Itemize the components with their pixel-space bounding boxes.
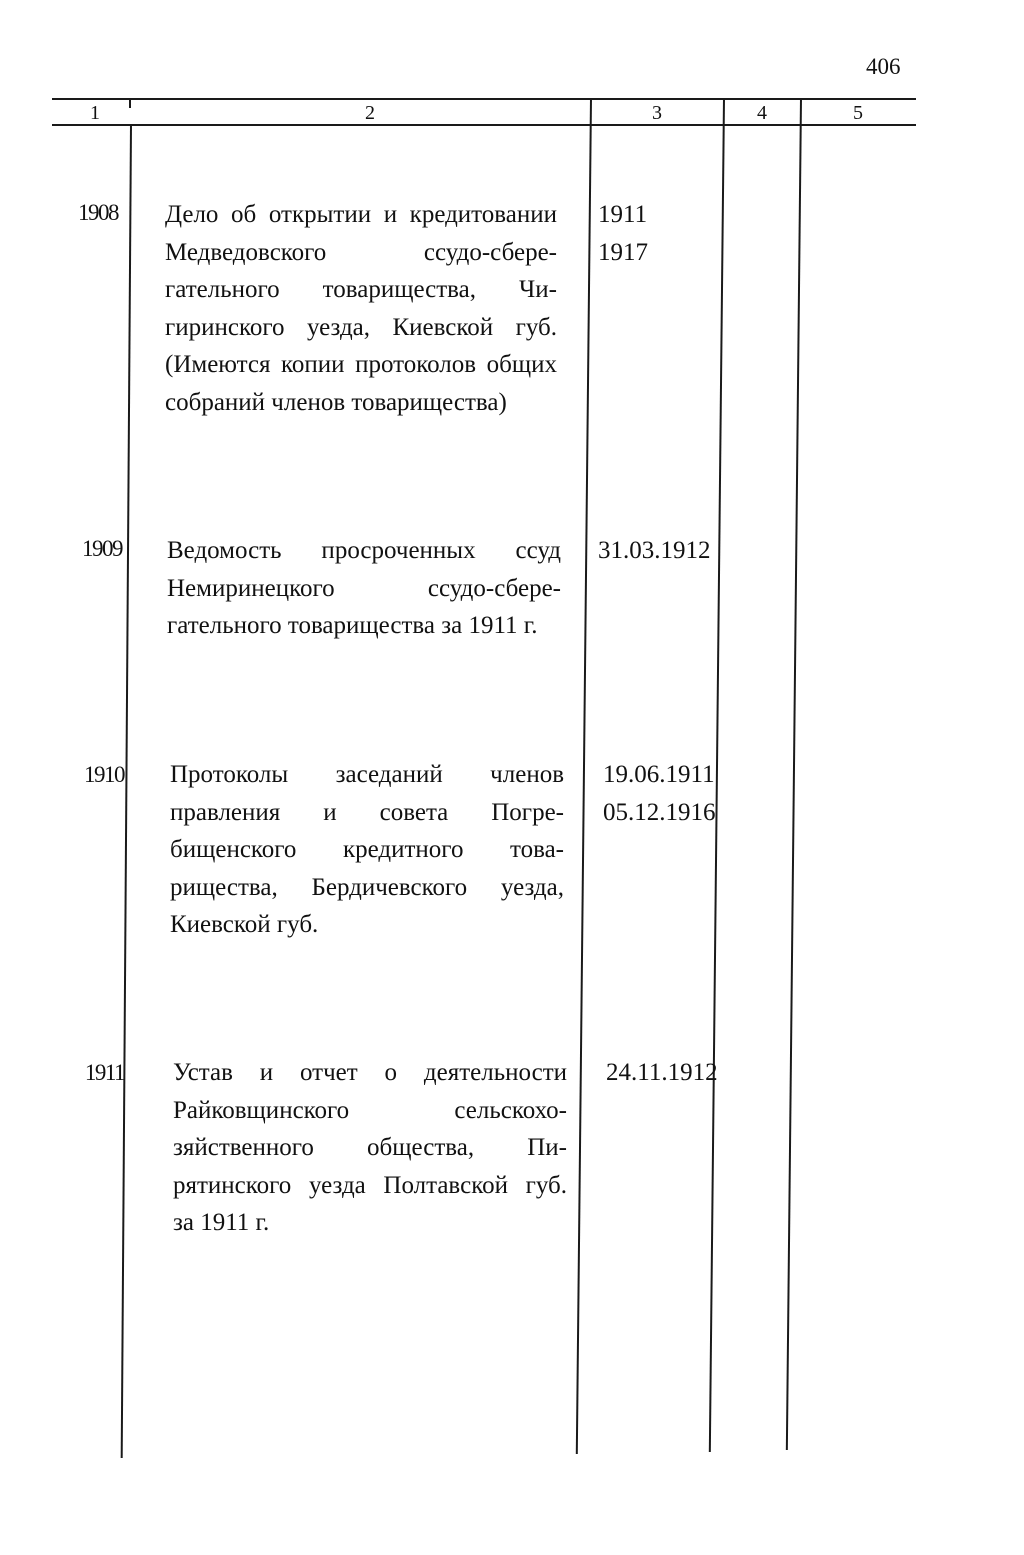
record-dates — [598, 196, 728, 271]
date-value: 1917 — [598, 238, 648, 266]
header-top-rule — [52, 98, 916, 100]
column-header-5: 5 — [853, 102, 863, 124]
record-dates — [603, 756, 733, 831]
record-dates — [606, 1054, 736, 1092]
record-description — [167, 532, 561, 645]
description-line: собраний членов товарищества) — [165, 388, 507, 416]
description-line: Медведовского ссудо-сбере- — [165, 238, 557, 266]
description-line: зяйственного общества, Пи- — [173, 1134, 567, 1161]
date-value: 1911 — [598, 201, 648, 228]
column-rule-2 — [576, 98, 592, 1454]
record-number: 1910 — [84, 762, 124, 787]
description-line: гательного товарищества за 1911 г. — [167, 612, 538, 639]
column-header-3: 3 — [652, 102, 662, 124]
date-value: 05.12.1916 — [603, 798, 716, 826]
column-rule-1-body — [121, 124, 132, 1458]
description-line: гательного товарищества, Чи- — [165, 276, 557, 303]
description-line: рищества, Бердичевского уезда, — [170, 873, 564, 901]
description-line: гиринского уезда, Киевской губ. — [165, 313, 557, 341]
column-header-4: 4 — [757, 102, 767, 124]
column-header-1: 1 — [90, 102, 100, 124]
description-line: Киевской губ. — [170, 911, 319, 938]
description-line: Райковщинского сельскохо- — [173, 1096, 567, 1124]
column-rule-1 — [129, 98, 131, 108]
description-line: Протоколы заседаний членов — [170, 761, 564, 788]
record-number: 1911 — [84, 1060, 124, 1085]
record-number: 1909 — [82, 536, 122, 561]
description-line: Дело об открытии и кредитовании — [165, 201, 557, 228]
description-line: Устав и отчет о деятельности — [173, 1059, 567, 1086]
description-line: Ведомость просроченных ссуд — [167, 537, 561, 564]
record-description — [165, 196, 557, 421]
record-number: 1908 — [78, 200, 118, 225]
column-header-2: 2 — [365, 102, 375, 124]
description-line: рятинского уезда Полтавской губ. — [173, 1171, 567, 1199]
record-dates — [598, 532, 728, 570]
description-line: Немиринецкого ссудо-сбере- — [167, 574, 561, 602]
description-line: за 1911 г. — [173, 1209, 270, 1236]
date-value: 31.03.1912 — [598, 537, 711, 564]
record-description — [170, 756, 564, 944]
header-bottom-rule — [52, 124, 916, 126]
date-value: 24.11.1912 — [606, 1059, 718, 1086]
record-description — [173, 1054, 567, 1242]
column-rule-4 — [786, 98, 802, 1450]
description-line: правления и совета Погре- — [170, 798, 564, 826]
date-value: 19.06.1911 — [603, 761, 715, 788]
page-number: 406 — [866, 54, 901, 79]
description-line: (Имеются копии протоколов общих — [165, 351, 557, 378]
description-line: бищенского кредитного това- — [170, 836, 564, 863]
